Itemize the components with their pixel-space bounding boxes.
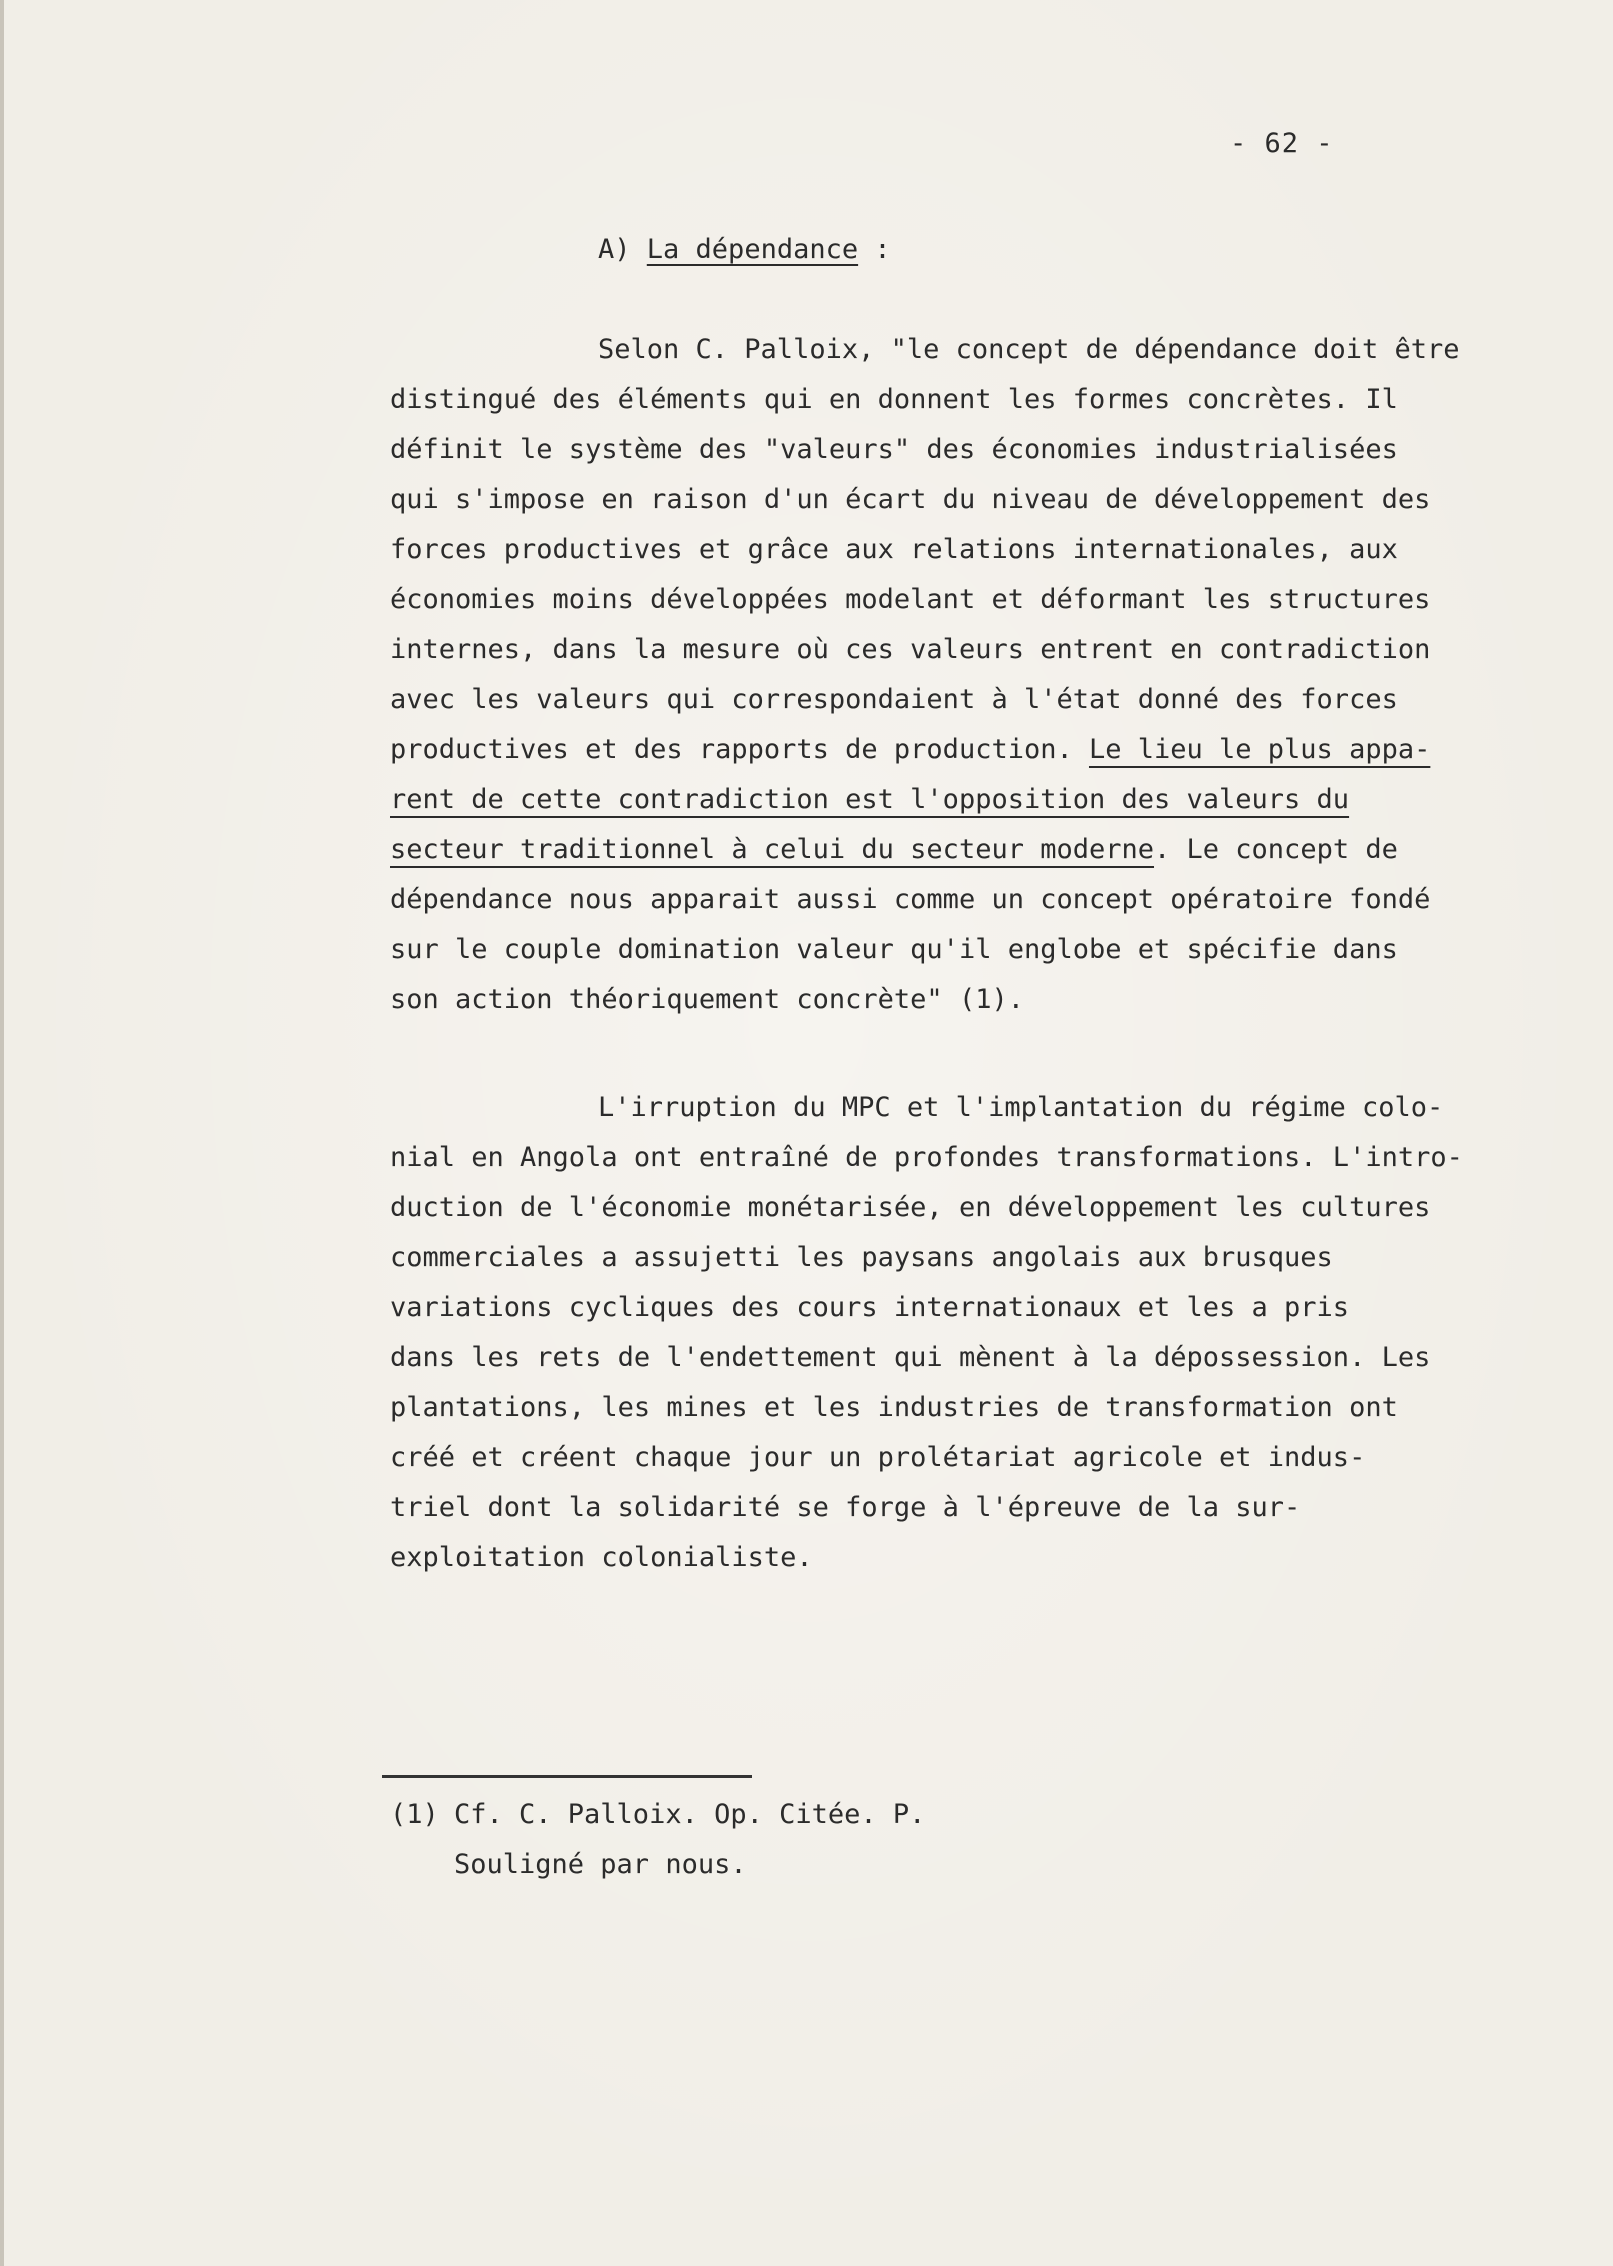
paragraph1-line: Selon C. Palloix, "le concept de dépendance doit être — [598, 334, 1460, 365]
paragraph2-line: exploitation colonialiste. — [390, 1542, 813, 1573]
paragraph2-line: triel dont la solidarité se forge à l'épreuve de la sur- — [390, 1492, 1301, 1523]
paragraph1-line: internes, dans la mesure où ces valeurs entrent en contradiction — [390, 634, 1431, 665]
page-number: - 62 - — [1230, 128, 1334, 159]
paragraph1-line: forces productives et grâce aux relations internationales, aux — [390, 534, 1398, 565]
paragraph1-line: avec les valeurs qui correspondaient à l'état donné des forces — [390, 684, 1398, 715]
paragraph2-line: plantations, les mines et les industries de transformation ont — [390, 1392, 1398, 1423]
paragraph2-line: variations cycliques des cours internationaux et les a pris — [390, 1292, 1350, 1323]
page-edge — [0, 0, 4, 2266]
paragraph1-text: productives et des rapports de production. — [390, 734, 1089, 765]
footnote-divider — [382, 1775, 752, 1778]
paragraph1-line — [390, 730, 1430, 770]
paragraph1-line: économies moins développées modelant et déformant les structures — [390, 584, 1431, 615]
paragraph2-line: L'irruption du MPC et l'implantation du régime colo- — [598, 1092, 1444, 1123]
section-heading — [598, 230, 891, 270]
section-title: La dépendance — [646, 234, 859, 265]
paragraph1-line: dépendance nous apparait aussi comme un concept opératoire fondé — [390, 884, 1431, 915]
paragraph1-line: définit le système des "valeurs" des économies industrialisées — [390, 434, 1398, 465]
paragraph1-line — [390, 830, 1398, 870]
underlined-passage: rent de cette contradiction est l'opposition des valeurs du — [390, 784, 1350, 815]
paragraph1-line: distingué des éléments qui en donnent les formes concrètes. Il — [390, 384, 1398, 415]
footnote-line: Souligné par nous. — [454, 1849, 747, 1880]
section-colon: : — [874, 234, 891, 265]
footnote-marker: (1) — [390, 1799, 439, 1830]
underlined-passage: Le lieu le plus appa- — [1088, 734, 1431, 765]
paragraph2-line: créé et créent chaque jour un prolétariat agricole et indus- — [390, 1442, 1366, 1473]
paragraph1-line: son action théoriquement concrète" (1). — [390, 984, 1024, 1015]
paragraph1-line: sur le couple domination valeur qu'il englobe et spécifie dans — [390, 934, 1398, 965]
paragraph2-line: commerciales a assujetti les paysans angolais aux brusques — [390, 1242, 1333, 1273]
section-label: A) — [598, 234, 631, 265]
paragraph1-text: . Le concept de — [1154, 834, 1398, 865]
paragraph2-line: duction de l'économie monétarisée, en développement les cultures — [390, 1192, 1431, 1223]
paragraph2-line: nial en Angola ont entraîné de profondes transformations. L'intro- — [390, 1142, 1463, 1173]
footnote-line: Cf. C. Palloix. Op. Citée. P. — [454, 1799, 926, 1830]
paragraph2-line: dans les rets de l'endettement qui mènent à la dépossession. Les — [390, 1342, 1431, 1373]
underlined-passage: secteur traditionnel à celui du secteur moderne — [390, 834, 1155, 865]
paragraph1-line: qui s'impose en raison d'un écart du niveau de développement des — [390, 484, 1431, 515]
paragraph1-line — [390, 780, 1349, 820]
